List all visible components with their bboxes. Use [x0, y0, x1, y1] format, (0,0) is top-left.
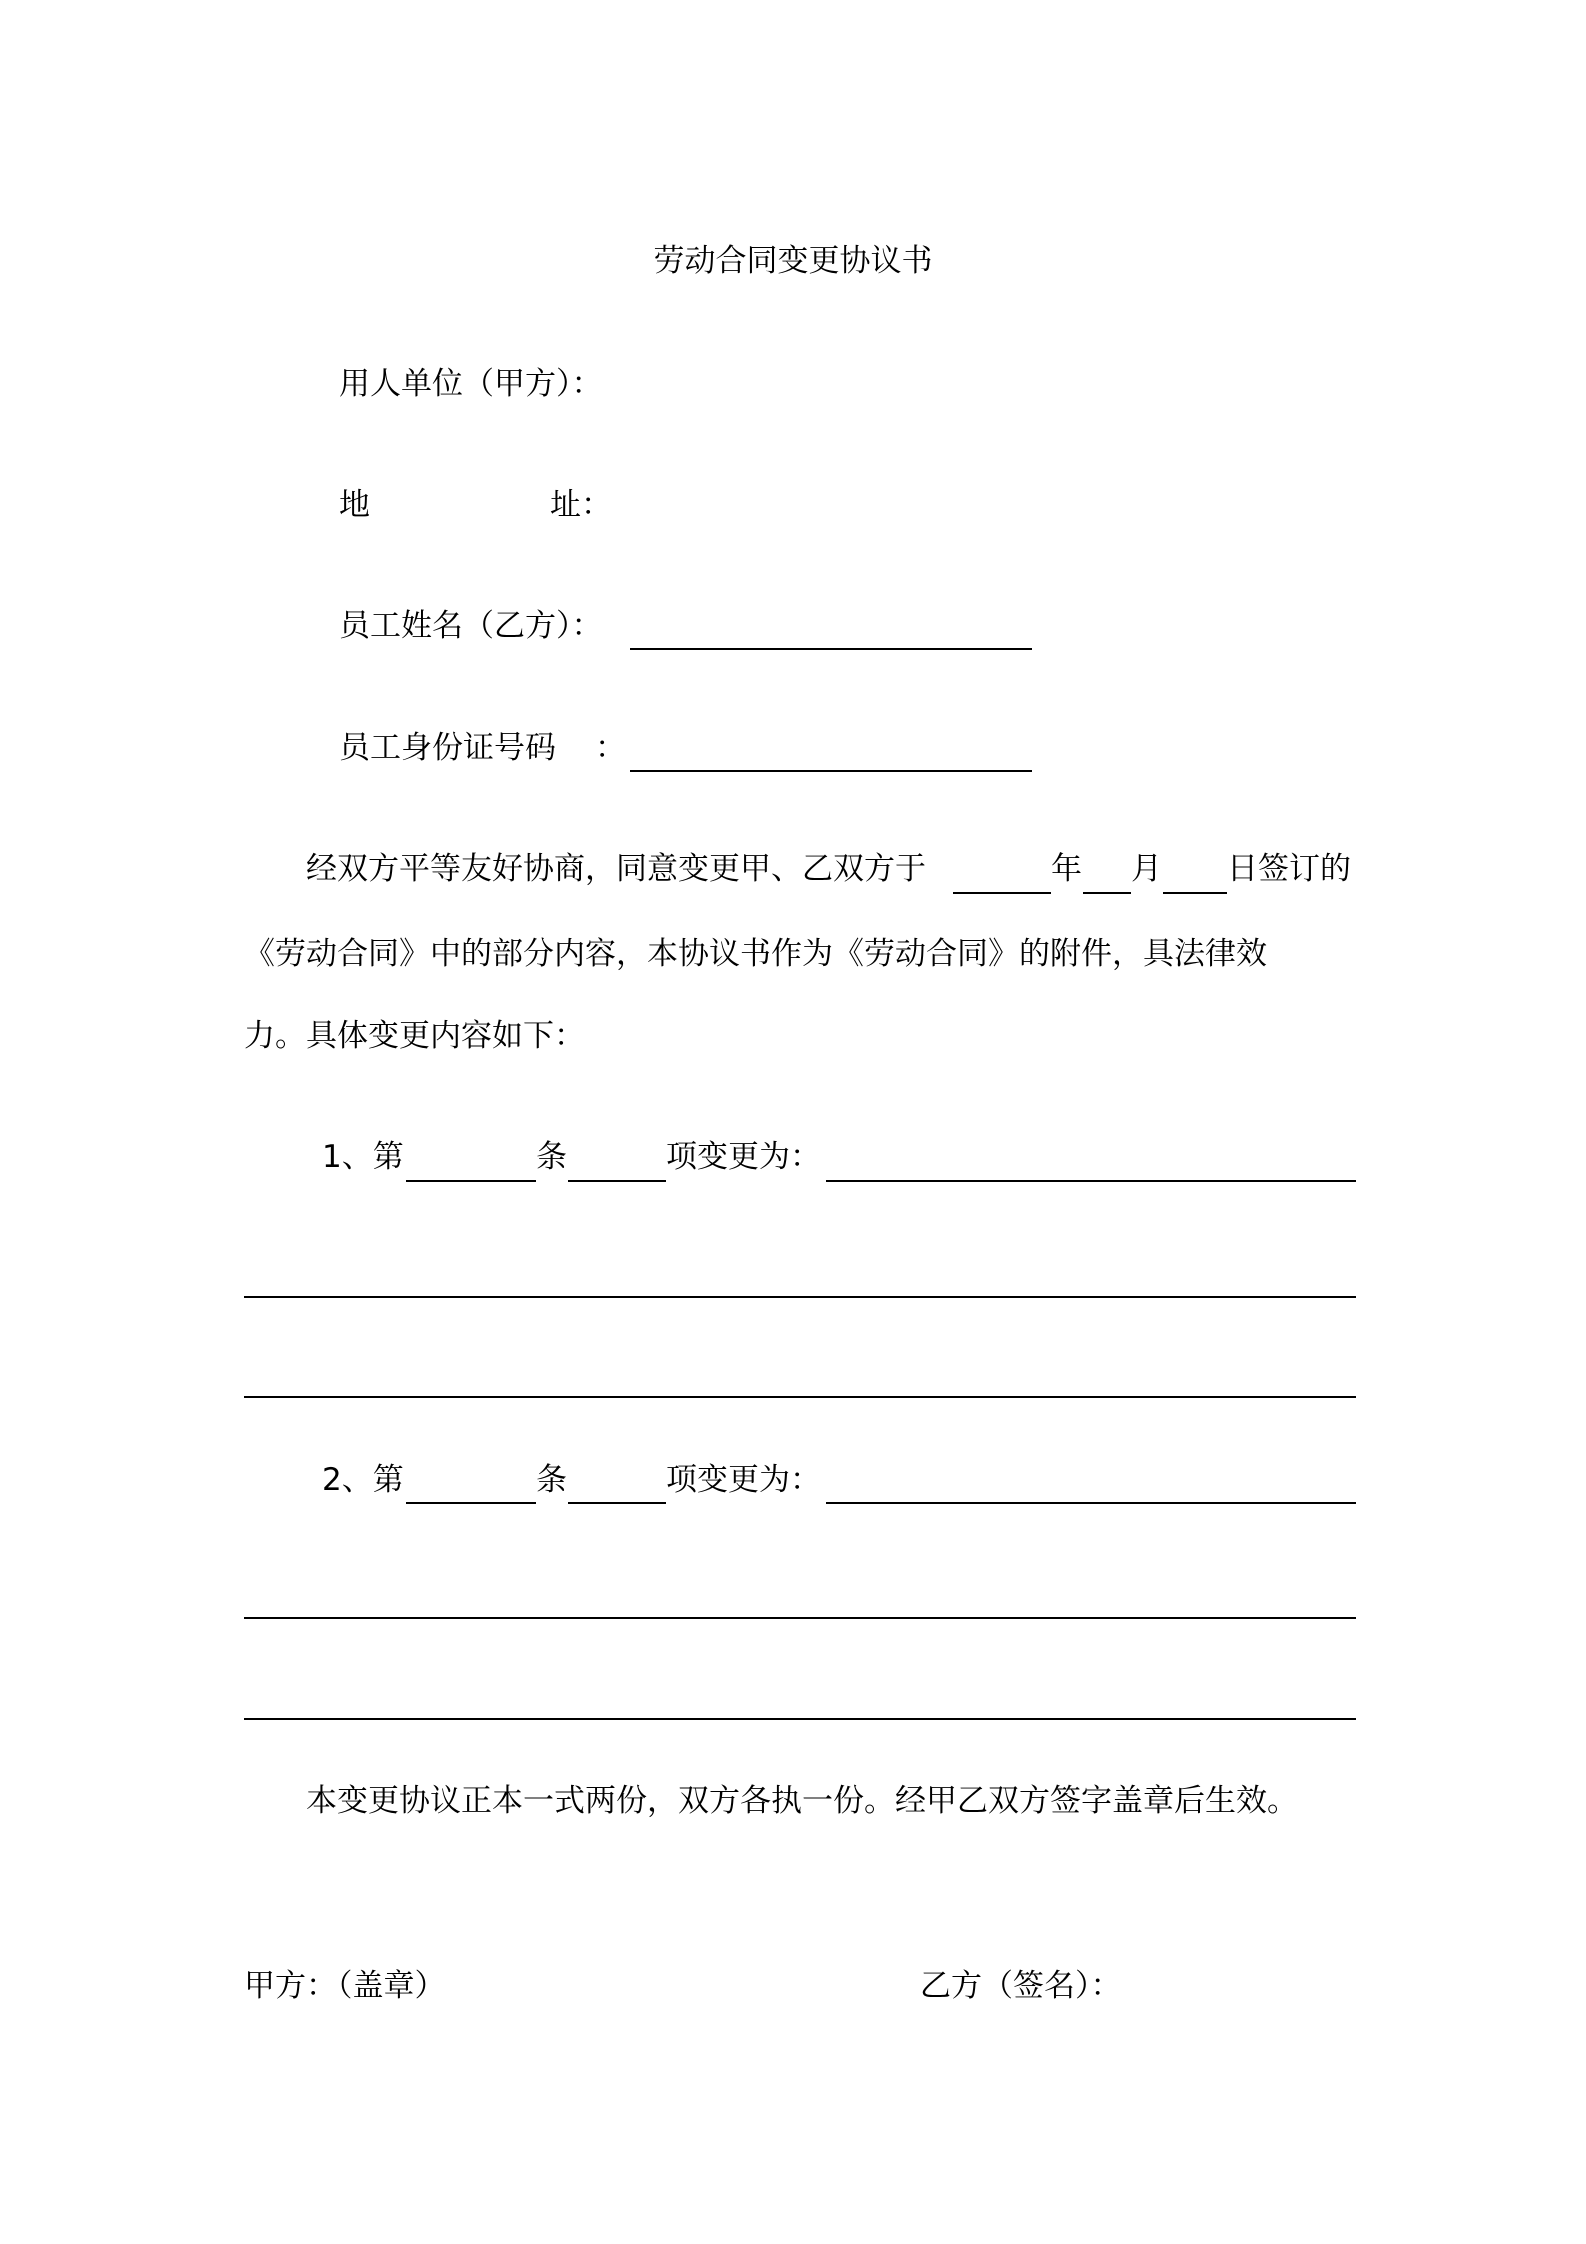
change-1-content-line-3[interactable]	[244, 1396, 1356, 1398]
change-1-content-line-1[interactable]	[826, 1180, 1356, 1182]
employee-name-label: 员工姓名（乙方）：	[339, 608, 603, 644]
change-2-item-label: 项变更为：	[666, 1462, 821, 1498]
change-1-article-blank[interactable]	[406, 1180, 536, 1182]
address-label-part1: 地	[339, 487, 370, 523]
change-1-article-label: 条	[536, 1139, 567, 1175]
change-2-item-blank[interactable]	[568, 1502, 666, 1504]
intro-line3: 力。具体变更内容如下：	[244, 1018, 585, 1054]
intro-line1-prefix: 经双方平等友好协商，同意变更甲、乙双方于	[306, 851, 926, 887]
address-label-part2: 址：	[550, 487, 612, 523]
sign-month-blank-line[interactable]	[1083, 892, 1131, 894]
document-title: 劳动合同变更协议书	[653, 243, 933, 279]
change-2-article-label: 条	[536, 1462, 567, 1498]
employee-id-colon: ：	[595, 730, 626, 766]
change-1-item-blank[interactable]	[568, 1180, 666, 1182]
change-2-content-line-3[interactable]	[244, 1718, 1356, 1720]
change-2-content-line-2[interactable]	[244, 1617, 1356, 1619]
employee-name-blank-line[interactable]	[630, 648, 1032, 650]
sign-year-blank-line[interactable]	[953, 892, 1051, 894]
change-1-item-label: 项变更为：	[666, 1139, 821, 1175]
sign-day-blank-line[interactable]	[1163, 892, 1227, 894]
day-suffix: 日签订的	[1227, 851, 1351, 887]
change-2-number: 2、第	[322, 1462, 404, 1498]
change-1-number: 1、第	[322, 1139, 404, 1175]
change-2-article-blank[interactable]	[406, 1502, 536, 1504]
change-1-content-line-2[interactable]	[244, 1296, 1356, 1298]
employee-id-label: 员工身份证号码	[339, 730, 556, 766]
change-2-content-line-1[interactable]	[826, 1502, 1356, 1504]
closing-statement: 本变更协议正本一式两份，双方各执一份。经甲乙双方签字盖章后生效。	[306, 1783, 1298, 1819]
party-a-signature-label: 甲方：（盖章）	[244, 1968, 446, 2004]
employee-id-blank-line[interactable]	[630, 770, 1032, 772]
party-b-signature-label: 乙方（签名）：	[920, 1968, 1122, 2004]
month-label: 月	[1131, 851, 1162, 887]
year-label: 年	[1051, 851, 1082, 887]
employer-label: 用人单位（甲方）：	[339, 366, 603, 402]
intro-line2: 《劳动合同》中的部分内容，本协议书作为《劳动合同》的附件，具法律效	[244, 936, 1267, 972]
